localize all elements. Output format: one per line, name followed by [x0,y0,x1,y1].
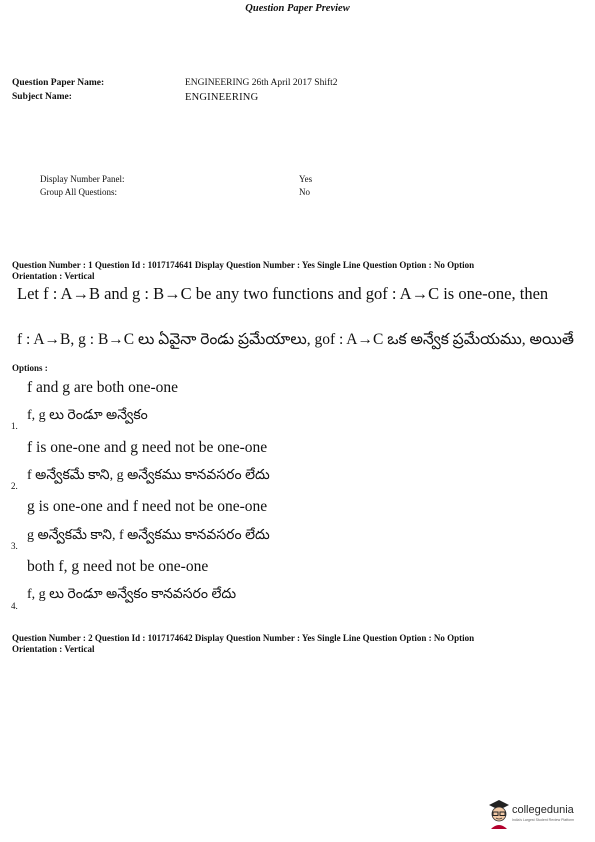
collegedunia-logo-icon [487,797,511,829]
collegedunia-logo-text: collegedunia [512,804,574,816]
option-4-number: 4. [11,601,18,611]
option-3-number: 3. [11,541,18,551]
question-2-header-line1: Question Number : 2 Question Id : 1017174642 Display Question Number : Yes Single Line Question Option : No Option [12,633,475,643]
question-1-header-line2: Orientation : Vertical [12,270,95,281]
option-2-telugu: f అన్వేకమే కాని, g అన్వేకము కానవసరం లేదు [27,468,270,483]
question-1-stem-english: Let f : A→B and g : B→C be any two functions and gof : A→C is one-one, then [17,284,549,303]
option-1-telugu: f, g లు రెండూ అన్వేకం [27,408,148,423]
paper-name-label: Question Paper Name: [12,78,105,88]
option-4-english: both f, g need not be one-one [27,558,209,575]
option-3-english: g is one-one and f need not be one-one [27,498,268,515]
group-all-value: No [299,187,310,197]
page-header-title: Question Paper Preview [245,3,350,14]
display-panel-value: Yes [299,174,313,184]
group-all-label: Group All Questions: [40,187,118,197]
option-1-english: f and g are both one-one [27,379,179,396]
question-2-header [12,633,572,654]
question-1-header-line1: Question Number : 1 Question Id : 1017174641 Display Question Number : Yes Single Line Question Option : No Option [12,260,475,270]
option-1-number: 1. [11,421,18,431]
question-1-stem-telugu: f : A→B, g : B→C లు ఏవైనా రెండు ప్రమేయాలు, gof : A→C ఒక అన్వేక ప్రమేయము, అయితే [17,331,574,348]
options-label: Options : [12,363,48,373]
question-1-header [12,260,572,281]
display-panel-label: Display Number Panel: [40,174,125,184]
collegedunia-logo-tagline: India's Largest Student Review Platform [512,818,575,822]
question-2-header-line2: Orientation : Vertical [12,643,95,654]
subject-name-label: Subject Name: [12,92,72,102]
subject-name-value: ENGINEERING [185,92,259,103]
paper-name-value: ENGINEERING 26th April 2017 Shift2 [185,78,338,88]
option-3-telugu: g అన్వేకమే కాని, f అన్వేకము కానవసరం లేదు [27,528,270,543]
option-2-number: 2. [11,481,18,491]
option-2-english: f is one-one and g need not be one-one [27,439,268,456]
option-4-telugu: f, g లు రెండూ అన్వేకం కానవసరం లేదు [27,587,237,602]
